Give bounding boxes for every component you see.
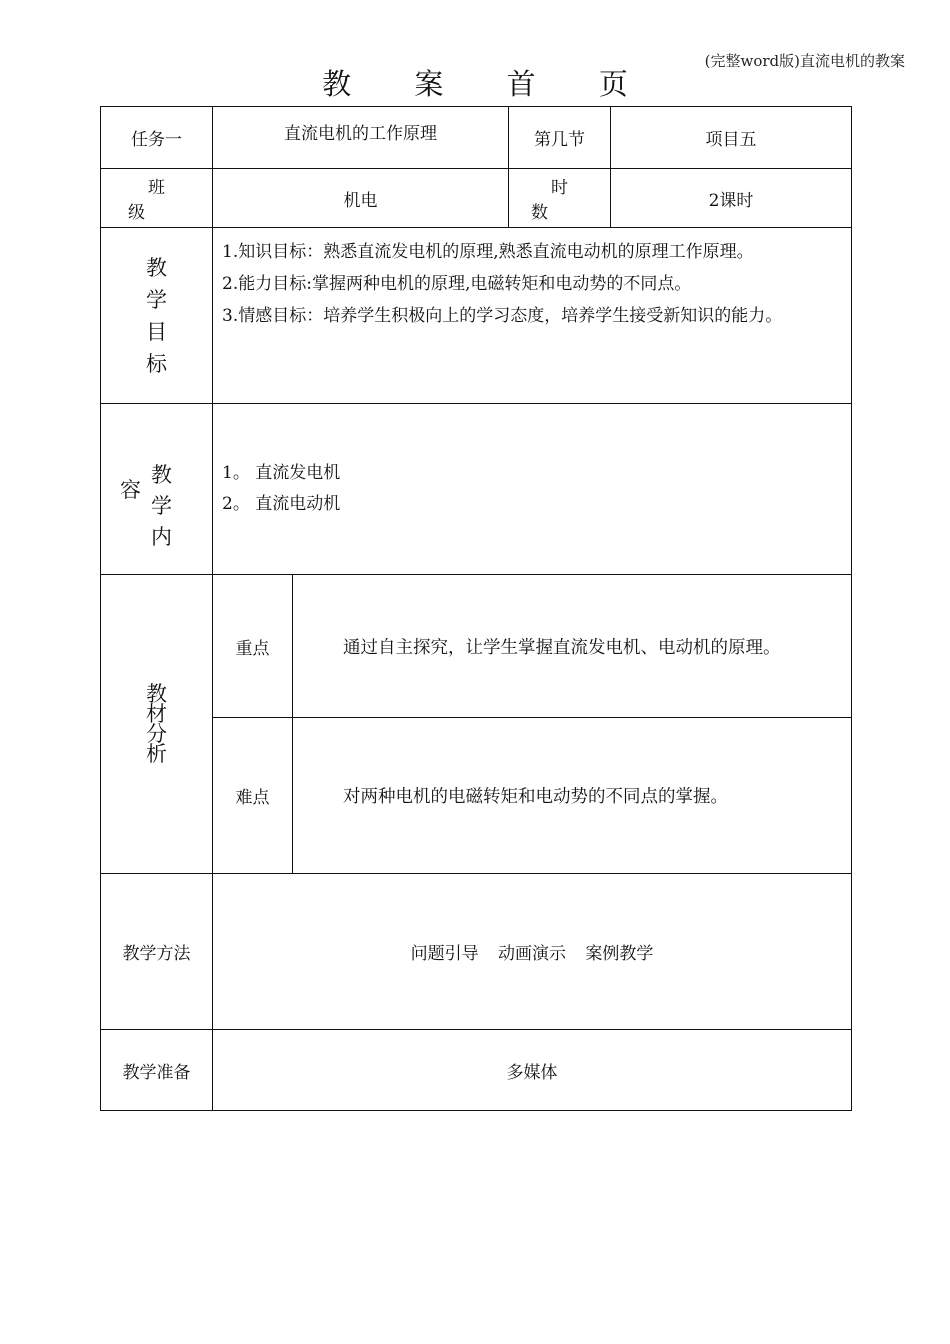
hours-label: 时 数 [509, 169, 611, 228]
objectives-cell [213, 228, 852, 404]
method-value: 问题引导 动画演示 案例教学 [213, 874, 852, 1030]
section-value: 项目五 [611, 107, 852, 169]
objectives-label: 教学目标 [146, 255, 167, 376]
task-row [101, 107, 852, 169]
content-label: 教学内 [151, 463, 172, 549]
difficulty-value: 对两种电机的电磁转矩和电动势的不同点的掌握。 [293, 718, 852, 874]
objective-knowledge: 1.知识目标：熟悉直流发电机的原理,熟悉直流电动机的原理工作原理。 [222, 242, 754, 262]
difficulty-label: 难点 [213, 718, 293, 874]
objective-emotion: 3.情感目标：培养学生积极向上的学习态度，培养学生接受新知识的能力。 [222, 306, 783, 326]
objectives-row [101, 228, 852, 404]
method-label: 教学方法 [101, 874, 213, 1030]
section-label: 第几节 [509, 107, 611, 169]
content-item-generator: 1。 直流发电机 [222, 463, 341, 483]
content-item-motor: 2。 直流电动机 [222, 494, 341, 514]
class-value: 机电 [213, 169, 509, 228]
task-value: 直流电机的工作原理 [213, 107, 509, 169]
lesson-plan-table [100, 106, 852, 1111]
key-point-row [101, 575, 852, 718]
hours-value: 2课时 [611, 169, 852, 228]
prep-label: 教学准备 [101, 1030, 213, 1111]
key-value: 通过自主探究，让学生掌握直流发电机、电动机的原理。 [293, 575, 852, 718]
objective-ability: 2.能力目标:掌握两种电机的原理,电磁转矩和电动势的不同点。 [222, 274, 692, 294]
content-list [213, 404, 852, 575]
class-label: 班 级 [101, 169, 213, 228]
difficulty-row [101, 718, 852, 874]
page-title: 教 案 首 页 [322, 67, 655, 101]
prep-row [101, 1030, 852, 1111]
method-row [101, 874, 852, 1030]
task-label: 任务一 [101, 107, 213, 169]
header-note: (完整word版)直流电机的教案 [704, 52, 905, 70]
content-label-char: 容 [120, 478, 141, 502]
analysis-label: 教材分析 [146, 682, 167, 766]
content-row [101, 404, 852, 575]
prep-value: 多媒体 [213, 1030, 852, 1111]
class-row [101, 169, 852, 228]
key-label: 重点 [213, 575, 293, 718]
